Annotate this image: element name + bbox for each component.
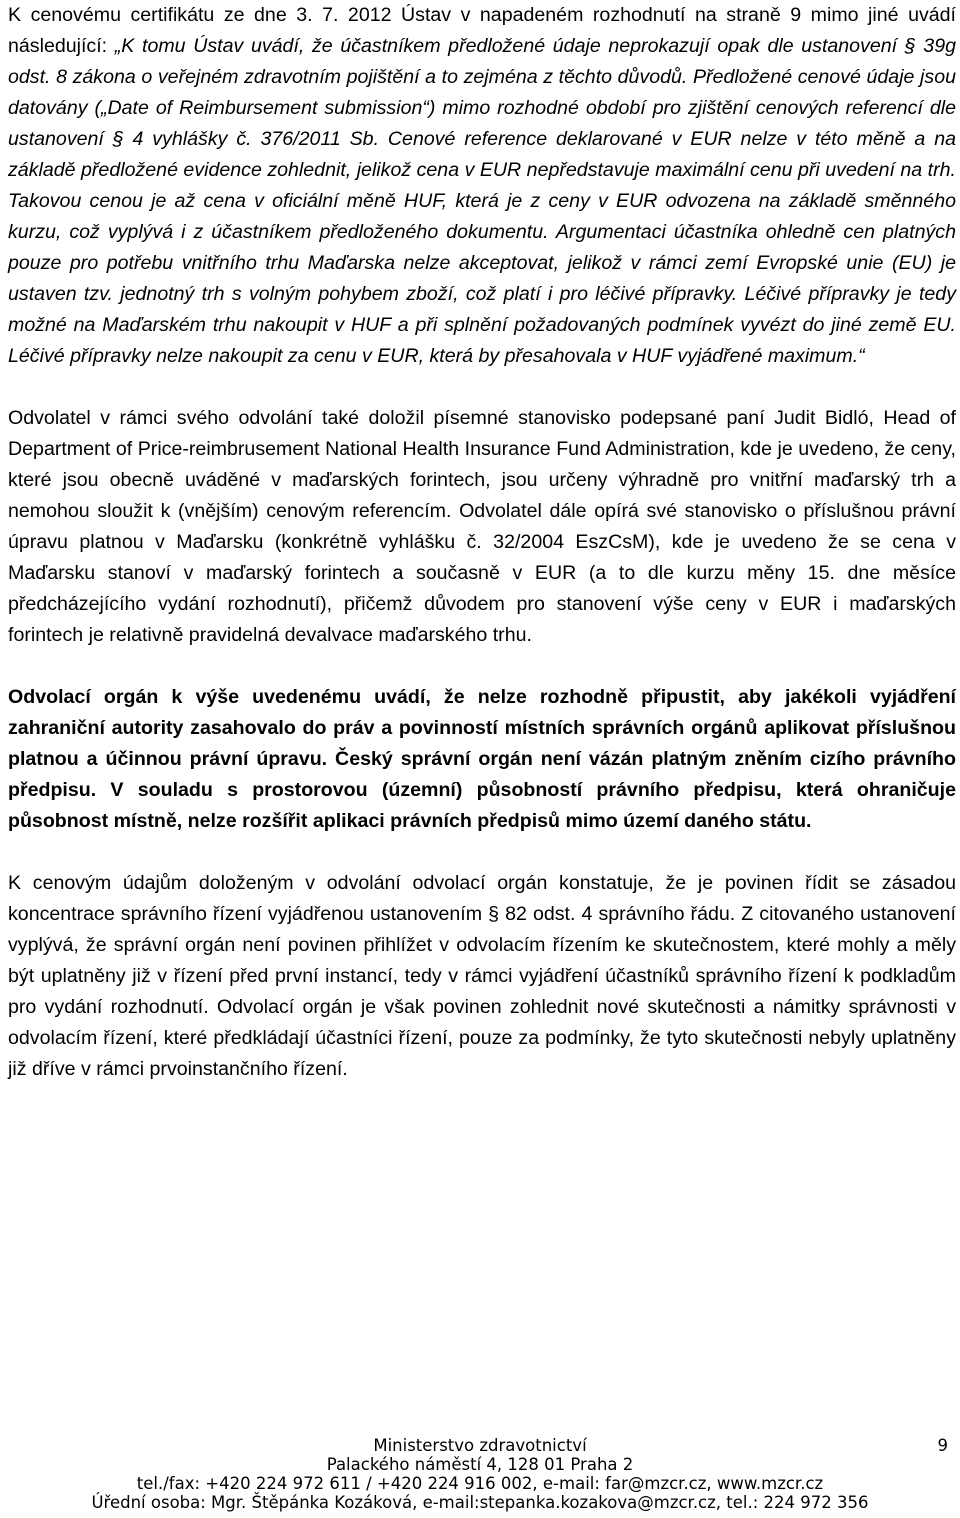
paragraph-price-data-assessment: K cenovým údajům doloženým v odvolání odvolací orgán konstatuje, že je povinen řídit se zásadou koncentrace správního řízení vyjádřenou ustanovením § 82 odst. 4 správního řádu. Z citovaného ustanovení vyplývá, že správní orgán není povinen přihlížet v odvolacím řízením ke skutečnostem, které mohly a měly být uplatněny již v řízení před první instancí, tedy v rámci vyjádření účastníků správního řízení k podkladům pro vydání rozhodnutí. Odvolací orgán je však povinen zohlednit nové skutečnosti a námitky správnosti v odvolacím řízení, které předkládají účastníci řízení, pouze za podmínky, že tyto skutečnosti nebyly uplatněny již dříve v rámci prvoinstančního řízení. xyxy=(8,872,956,1080)
page-footer xyxy=(0,1436,960,1518)
paragraph-appellate-position: Odvolací orgán k výše uvedenému uvádí, že nelze rozhodně připustit, aby jakékoli vyjádření zahraniční autority zasahovalo do práv a povinností místních správních orgánů aplikovat příslušnou platnou a účinnou právní úpravu. Český správní orgán není vázán platným zněním cizího právního předpisu. V souladu s prostorovou (územní) působností právního předpisu, která ohraničuje působnost místně, nelze rozšířit aplikaci právních předpisů mimo území daného státu. xyxy=(8,686,956,832)
footer-institution: Ministerstvo zdravotnictví xyxy=(373,1436,587,1455)
footer-official: Úřední osoba: Mgr. Štěpánka Kozáková, e-mail:stepanka.kozakova@mzcr.cz, tel.: 224 972 356 xyxy=(91,1493,869,1512)
footer-address: Palackého náměstí 4, 128 01 Praha 2 xyxy=(326,1455,634,1474)
quoted-decision-text: „K tomu Ústav uvádí, že účastníkem předložené údaje neprokazují opak dle ustanovení § 39g odst. 8 zákona o veřejném zdravotním pojištění a to zejména z těchto důvodů. Předložené cenové údaje jsou datovány („Date of Reimbursement submission“) mimo rozhodné období pro zjištění cenových referencí dle ustanovení § 4 vyhlášky č. 376/2011 Sb. Cenové reference deklarované v EUR nelze v této měně a na základě předložené evidence zohlednit, jelikož cena v EUR nepředstavuje maximální cenu při uvedení na trh. Takovou cenou je až cena v oficiální měně HUF, která je z ceny v EUR odvozena na základě směnného kurzu, což vyplývá i z účastníkem předloženého dokumentu. Argumentaci účastníka ohledně cen platných pouze pro potřebu vnitřního trhu Maďarska nelze akceptovat, jelikož v rámci zemí Evropské unie (EU) je ustaven tzv. jednotný trh s volným pohybem zboží, což platí i pro léčivé přípravky. Léčivé přípravky je tedy možné na Maďarském trhu nakoupit v HUF a při splnění požadovaných podmínek vyvézt do jiné země EU. Léčivé přípravky nelze nakoupit za cenu v EUR, která by přesahovala v HUF vyjádřené maximum.“ xyxy=(8,35,956,367)
document-body xyxy=(8,0,956,1085)
paragraph-appellant-statement: Odvolatel v rámci svého odvolání také doložil písemné stanovisko podepsané paní Judit Bidló, Head of Department of Price-reimbrusement National Health Insurance Fund Administration, kde je uvedeno, že ceny, které jsou obecně uváděné v maďarských forintech, jsou určeny výhradně pro vnitřní maďarský trh a nemohou sloužit k (vnějším) cenovým referencím. Odvolatel dále opírá své stanovisko o příslušnou právní úpravu platnou v Maďarsku (konkrétně vyhlášku č. 32/2004 EszCsM), kde je uvedeno že se cena v Maďarsku stanoví v maďarský forintech a současně v EUR (a to dle kurzu měny 15. dne měsíce předcházejícího vydání rozhodnutí), přičemž důvodem pro stanovení výše ceny v EUR i maďarských forintech je relativně pravidelná devalvace maďarského trhu. xyxy=(8,407,956,646)
paragraph-certificate-quote xyxy=(8,0,956,372)
page-number: 9 xyxy=(937,1436,948,1455)
footer-contact: tel./fax: +420 224 972 611 / +420 224 916 002, e-mail: far@mzcr.cz, www.mzcr.cz xyxy=(136,1474,824,1493)
paragraph-intro-text: K cenovému certifikátu ze dne 3. 7. 2012 Ústav v napadeném rozhodnutí na straně 9 mimo jiné uvádí následující: xyxy=(8,4,956,57)
